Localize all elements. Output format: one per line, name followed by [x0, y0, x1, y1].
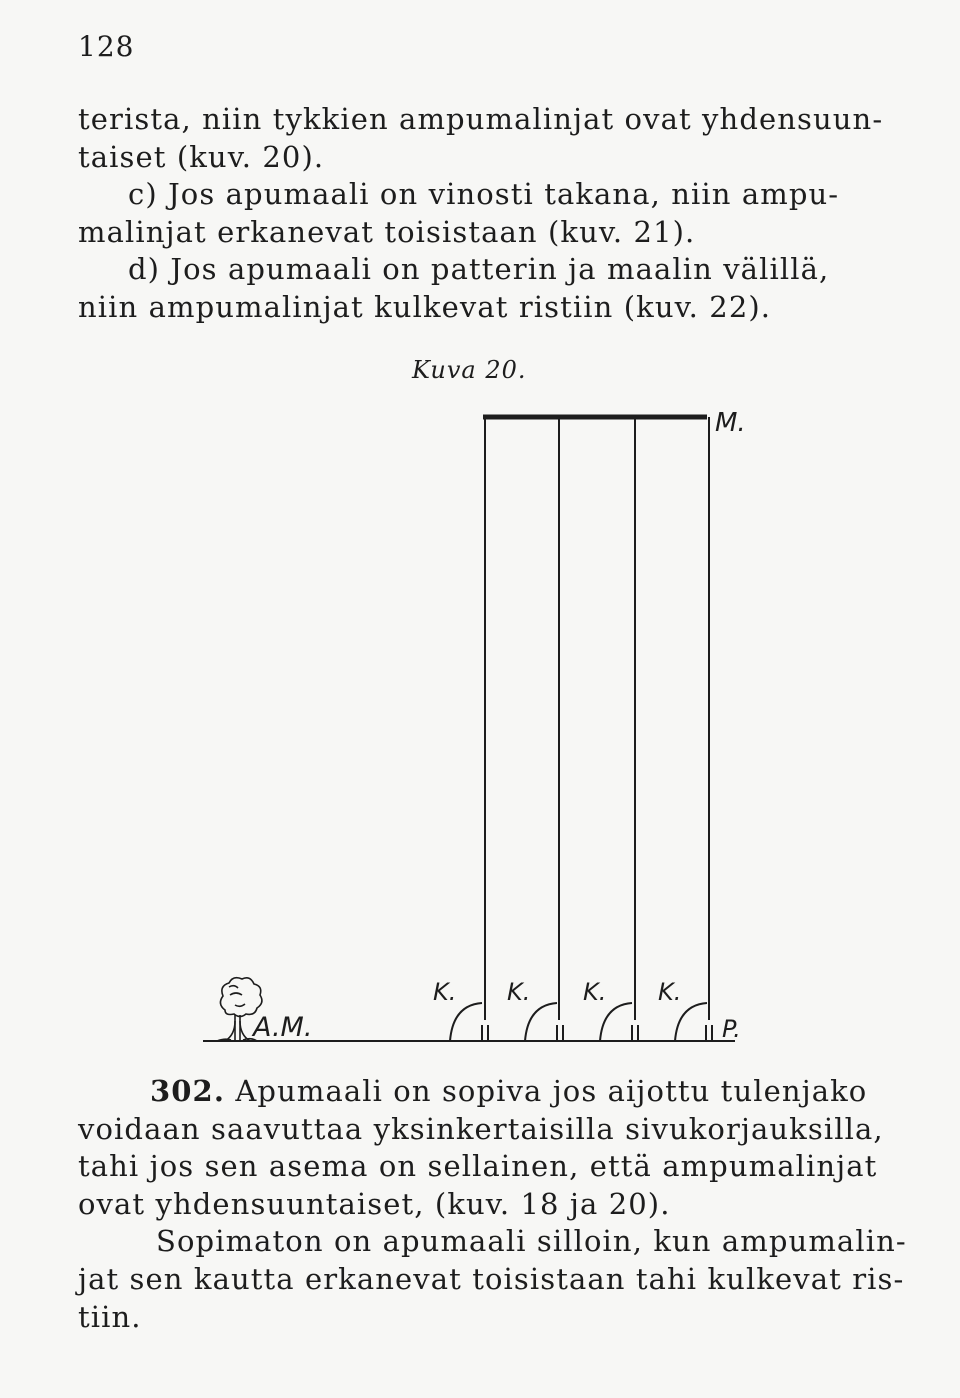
text-line: ovat yhdensuuntaiset, (kuv. 18 ja 20). — [78, 1186, 671, 1221]
diagram-svg — [195, 395, 795, 1060]
text-line: niin ampumalinjat kulkevat ristiin (kuv. 22). — [78, 289, 772, 324]
intro-text — [78, 101, 893, 327]
text-line: c) Jos apumaali on vinosti takana, niin ampu- — [128, 177, 840, 212]
figure-diagram — [195, 395, 795, 1060]
gun-1 — [450, 1003, 488, 1041]
paragraph-number: 302. — [150, 1074, 226, 1108]
text-line: tahi jos sen asema on sellainen, että ampumalinjat — [78, 1149, 878, 1184]
gun-label: K. — [583, 978, 607, 1006]
text-line — [78, 101, 893, 139]
text-line: d) Jos apumaali on patterin ja maalin välillä, — [128, 252, 830, 287]
gun-label: K. — [658, 978, 682, 1006]
gun-3 — [600, 1003, 638, 1041]
text-line-content: terista, niin tykkien ampumalinjat ovat yhdensuun- — [78, 102, 884, 136]
text-line-content: Apumaali on sopiva jos aijottu tulenjako — [235, 1074, 868, 1108]
aux-target-label: A.M. — [253, 1012, 313, 1043]
paragraph-302 — [78, 1073, 907, 1336]
gun-label: K. — [507, 978, 531, 1006]
target-label: M. — [715, 408, 746, 438]
battery-label: P. — [722, 1015, 741, 1043]
page-number: 128 — [78, 30, 135, 63]
figure-caption: Kuva 20. — [412, 356, 527, 384]
text-line: tiin. — [78, 1299, 142, 1334]
text-line: taiset (kuv. 20). — [78, 139, 325, 174]
text-line: malinjat erkanevat toisistaan (kuv. 21). — [78, 214, 696, 249]
text-line — [78, 1073, 893, 1111]
gun-label: K. — [433, 978, 457, 1006]
text-line: voidaan saavuttaa yksinkertaisilla sivukorjauksilla, — [78, 1111, 884, 1146]
gun-4 — [675, 1003, 712, 1041]
gun-2 — [525, 1003, 563, 1041]
text-line: jat sen kautta erkanevat toisistaan tahi kulkevat ris- — [78, 1261, 905, 1296]
text-line: Sopimaton on apumaali silloin, kun ampumalin- — [156, 1224, 907, 1259]
